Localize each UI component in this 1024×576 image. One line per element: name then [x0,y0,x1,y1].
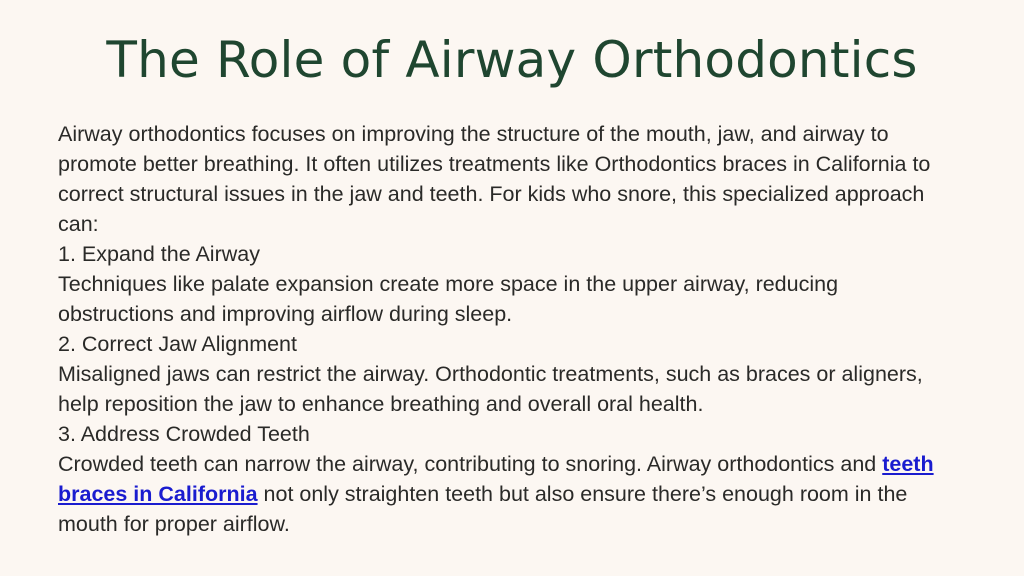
page-title: The Role of Airway Orthodontics [106,31,918,89]
point-1-text: Techniques like palate expansion create more space in the upper airway, reducing obstructions and improving airflow during sleep. [58,272,839,326]
slide-body [58,119,948,539]
intro-paragraph: Airway orthodontics focuses on improving the structure of the mouth, jaw, and airway to promote better breathing. It often utilizes treatments like Orthodontics braces in California to correct structural issues in the jaw and teeth. For kids who snore, this specialized approach can: [58,122,931,236]
point-3-text-before: Crowded teeth can narrow the airway, contributing to snoring. Airway orthodontics and [58,452,877,476]
teeth-braces-link[interactable]: teeth braces in California [58,452,934,506]
point-1-heading: 1. Expand the Airway [58,242,260,266]
point-3-paragraph [58,449,948,539]
point-2-heading: 2. Correct Jaw Alignment [58,332,297,356]
point-3-text-after: not only straighten teeth but also ensure there’s enough room in the mouth for proper airflow. [58,482,908,536]
point-2-text: Misaligned jaws can restrict the airway. Orthodontic treatments, such as braces or aligners, help reposition the jaw to enhance breathing and overall oral health. [58,362,923,416]
point-3-heading: 3. Address Crowded Teeth [58,422,310,446]
